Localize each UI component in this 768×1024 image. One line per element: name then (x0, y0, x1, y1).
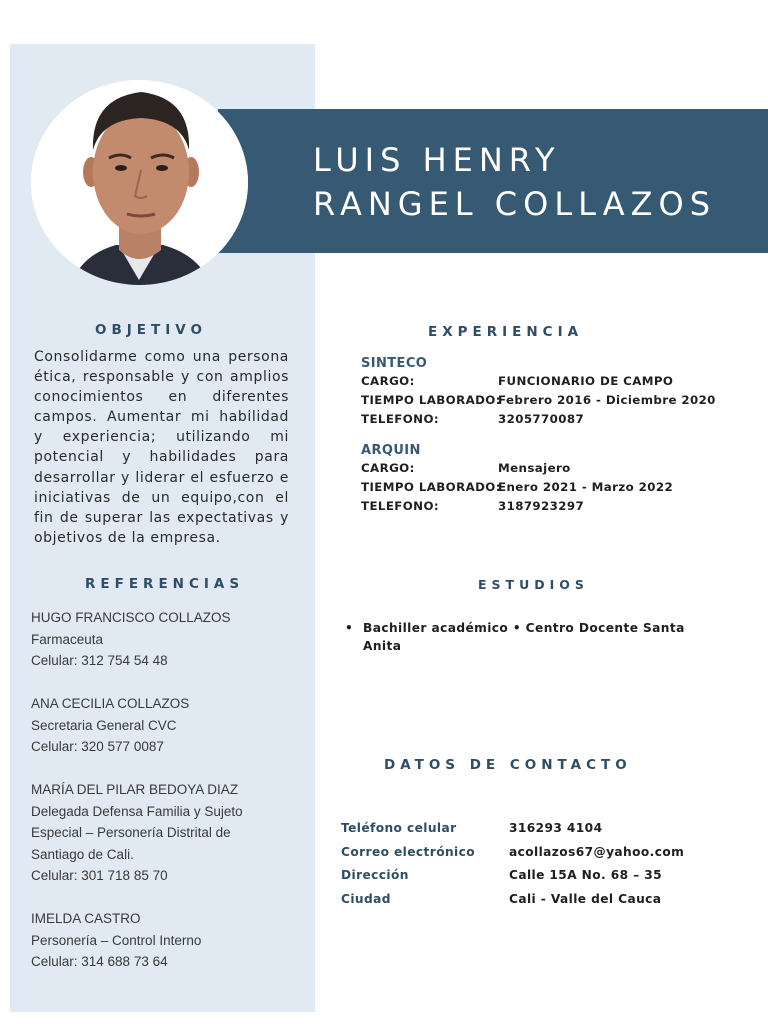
reference-phone: Celular: 312 754 54 48 (31, 653, 168, 668)
reference-phone: Celular: 320 577 0087 (31, 739, 164, 754)
contact-label: Correo electrónico (341, 844, 476, 859)
job-company: SINTECO (361, 356, 428, 371)
reference-item (31, 779, 311, 887)
reference-phone: Celular: 301 718 85 70 (31, 868, 168, 883)
reference-item (31, 693, 311, 758)
contact-title: DATOS DE CONTACTO (384, 757, 632, 773)
job-value: FUNCIONARIO DE CAMPO (498, 374, 674, 388)
reference-name: ANA CECILIA COLLAZOS (31, 696, 190, 711)
job-value: 3205770087 (498, 411, 585, 426)
experience-job (361, 443, 741, 515)
contact-label: Ciudad (341, 891, 391, 906)
contact-phone: 316293 4104 (509, 820, 603, 835)
objective-title: OBJETIVO (95, 322, 207, 338)
experience-title: EXPERIENCIA (428, 324, 584, 340)
reference-line: Especial – Personería Distrital de (31, 825, 231, 840)
contact-row (341, 863, 684, 887)
reference-line: Santiago de Cali. (31, 846, 134, 862)
reference-phone: Celular: 314 688 73 64 (31, 954, 168, 969)
reference-line: Farmaceuta (31, 631, 104, 647)
job-row (361, 459, 741, 478)
job-row (361, 372, 741, 391)
reference-item (31, 607, 311, 672)
experience-job (361, 356, 741, 428)
profile-photo (31, 80, 248, 285)
job-label: TIEMPO LABORADO: (361, 392, 501, 407)
job-label: TELEFONO: (361, 498, 439, 513)
study-text: Bachiller académico • Centro Docente Santa Anita (363, 621, 685, 653)
study-item (345, 619, 705, 655)
references-list (31, 607, 311, 994)
job-row (361, 391, 741, 410)
objective-text: Consolidarme como una persona ética, responsable y con amplios conocimientos en diferentes campos. Aumentar mi habilidad y experiencia; utilizando mi potencial y habilidades para desarrollar y liderar el esfuerzo e iniciativas de un equipo,con el fin de superar las expectativas y objetivos de la empresa. (34, 349, 289, 546)
contact-list (341, 816, 684, 911)
contact-city: Cali - Valle del Cauca (509, 891, 662, 906)
contact-email: acollazos67@yahoo.com (509, 844, 685, 859)
job-value: 3187923297 (498, 498, 585, 513)
references-title: REFERENCIAS (85, 576, 245, 592)
job-label: TIEMPO LABORADO: (361, 479, 501, 494)
reference-item (31, 908, 311, 973)
reference-line: Secretaria General CVC (31, 717, 177, 733)
name-line-1: LUIS HENRY (313, 141, 561, 179)
job-company: ARQUIN (361, 443, 421, 458)
job-value: Mensajero (498, 461, 571, 475)
contact-row (341, 840, 684, 864)
job-label: TELEFONO: (361, 411, 439, 426)
reference-name: MARÍA DEL PILAR BEDOYA DIAZ (31, 782, 239, 797)
reference-line: Delegada Defensa Familia y Sujeto (31, 803, 243, 819)
job-value: Enero 2021 - Marzo 2022 (498, 479, 674, 494)
job-label: CARGO: (361, 374, 415, 388)
candidate-name (313, 138, 716, 226)
name-line-2: RANGEL COLLAZOS (313, 185, 717, 223)
studies-title: ESTUDIOS (478, 577, 589, 592)
contact-label: Teléfono celular (341, 820, 457, 835)
job-row (361, 410, 741, 429)
contact-row (341, 887, 684, 911)
job-value: Febrero 2016 - Diciembre 2020 (498, 392, 716, 407)
contact-label: Dirección (341, 868, 409, 883)
job-label: CARGO: (361, 461, 415, 475)
job-row (361, 497, 741, 516)
reference-line: Personería – Control Interno (31, 932, 202, 948)
job-row (361, 478, 741, 497)
reference-name: HUGO FRANCISCO COLLAZOS (31, 610, 231, 625)
reference-name: IMELDA CASTRO (31, 911, 141, 926)
contact-row (341, 816, 684, 840)
bullet-icon: • (345, 621, 354, 635)
contact-address: Calle 15A No. 68 – 35 (509, 868, 663, 883)
